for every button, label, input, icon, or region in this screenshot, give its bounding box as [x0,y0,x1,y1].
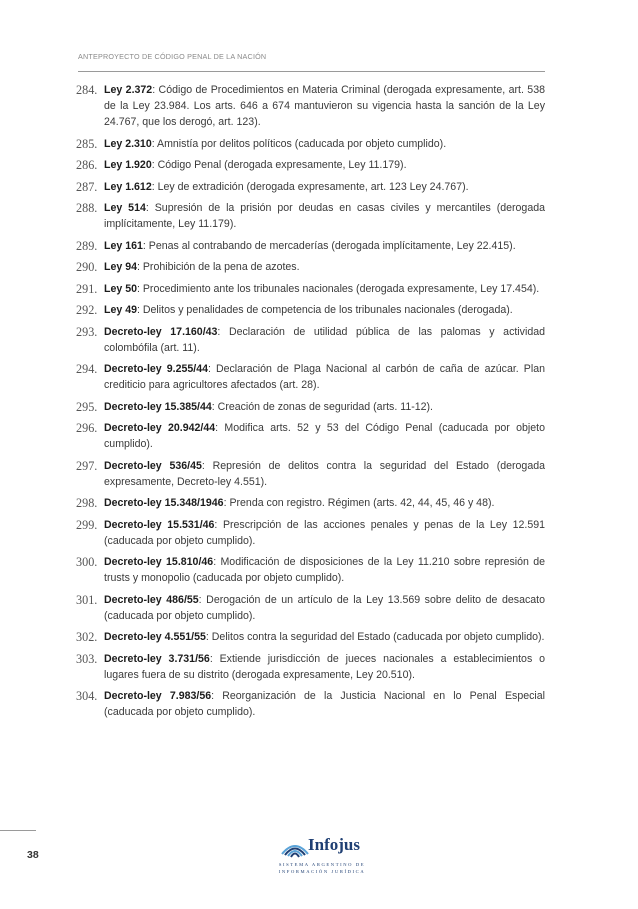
law-description: : Declaración de utilidad pública de las palomas y actividad colombófila (art. 11). [104,325,545,354]
law-title: Decreto-ley 15.810/46 [104,556,214,568]
logo-subtitle-line1: SISTEMA ARGENTINO DE [278,862,366,867]
entry-number: 297. [76,458,98,473]
law-title: Decreto-ley 536/45 [104,459,202,472]
law-description: : Represión de delitos contra la seguridad del Estado (derogada expresamente, Decreto-ley 4.551). [104,459,545,488]
entry-number: 290. [76,260,98,274]
law-entry [60,420,545,452]
entry-number: 291. [76,281,98,296]
entry-number: 302. [76,630,98,644]
law-entry [60,157,545,173]
law-entry [60,592,545,624]
law-description: : Derogación de un artículo de la Ley 13.569 sobre delito de desacato (caducada por objeto cumplido). [104,593,545,622]
law-title: Decreto-ley 4.551/55 [104,631,206,643]
law-entry [60,651,545,683]
entry-number: 296. [76,421,98,435]
law-description: : Delitos y penalidades de competencia de los tribunales nacionales (derogada). [136,304,513,316]
law-title: Decreto-ley 3.731/56 [104,652,210,665]
law-description: : Modificación de disposiciones de la Ley 11.210 sobre represión de trusts y monopolio (caducada por objeto cumplido). [104,556,546,584]
law-description: : Prenda con registro. Régimen (arts. 42, 44, 45, 46 y 48). [223,497,495,509]
law-entry [60,136,545,152]
infojus-wave-logo-icon [280,834,310,858]
entry-number: 304. [76,689,98,703]
law-description: : Declaración de Plaga Nacional al carbón de caña de azúcar. Plan crediticio para agricultores afectados (art. 28). [104,363,545,391]
entry-number: 286. [76,158,98,172]
entry-number: 288. [76,201,98,215]
logo-subtitle-line2: INFORMACIÓN JURÍDICA [278,869,366,874]
law-entry [60,259,545,275]
logo-wordmark: Infojus [308,835,360,854]
running-header: ANTEPROYECTO DE CÓDIGO PENAL DE LA NACIÓN [78,52,267,61]
law-entry [60,361,545,393]
law-title: Decreto-ley 15.385/44 [104,400,212,413]
entry-number: 292. [76,303,98,317]
header-divider [78,71,545,72]
law-title: Decreto-ley 486/55 [104,593,199,606]
entry-number: 300. [76,555,98,569]
law-entry [60,629,545,645]
law-entry [60,688,545,720]
law-description: : Prohibición de la pena de azotes. [136,261,300,273]
law-title: Ley 1.920 [104,159,152,171]
law-title: Ley 161 [104,239,143,252]
law-entry [60,281,545,297]
law-title: Decreto-ley 7.983/56 [104,690,212,702]
entry-number: 287. [76,179,98,194]
law-description: : Modifica arts. 52 y 53 del Código Penal (caducada por objeto cumplido). [104,422,545,450]
entry-number: 303. [76,651,98,666]
law-description: : Reorganización de la Justicia Nacional en lo Penal Especial (caducada por objeto cumplido). [104,690,545,718]
entry-number: 289. [76,238,98,253]
law-description: : Extiende jurisdicción de jueces nacionales a establecimientos o lugares fuera de su distrito (derogada expresamente, Ley 20.510). [104,652,545,681]
law-title: Decreto-ley 17.160/43 [104,325,218,338]
entry-number: 285. [76,136,98,151]
law-description: : Supresión de la prisión por deudas en casas civiles y mercantiles (derogada implícitamente, Ley 11.179). [104,202,545,230]
entry-number: 294. [76,362,98,376]
law-title: Decreto-ley 15.531/46 [104,518,215,531]
law-entry [60,458,545,490]
law-title: Ley 514 [104,202,146,214]
law-entry [60,179,545,195]
law-description: : Delitos contra la seguridad del Estado (caducada por objeto cumplido). [205,631,545,643]
law-entry [60,200,545,232]
law-entry [60,554,545,586]
law-description: : Amnistía por delitos políticos (caducada por objeto cumplido). [151,137,447,150]
law-description: : Procedimiento ante los tribunales nacionales (derogada expresamente, Ley 17.454). [136,282,540,295]
law-entry [60,517,545,549]
law-entry [60,238,545,254]
law-entry [60,82,545,130]
law-description: : Ley de extradición (derogada expresamente, art. 123 Ley 24.767). [151,180,469,193]
infojus-logo [276,834,366,876]
law-title: Decreto-ley 20.942/44 [104,422,216,434]
law-description: : Prescripción de las acciones penales y penas de la Ley 12.591 (caducada por objeto cumplido). [104,518,545,547]
law-entry [60,399,545,415]
entry-number: 284. [76,83,98,97]
law-title: Ley 2.372 [104,84,153,96]
law-entry [60,495,545,511]
law-title: Ley 94 [104,261,137,273]
page-number: 38 [27,849,39,861]
law-title: Decreto-ley 9.255/44 [104,363,208,375]
law-title: Ley 1.612 [104,180,152,193]
footer-divider [0,830,36,831]
law-entry [60,302,545,318]
entry-number: 298. [76,496,98,510]
law-title: Ley 49 [104,304,137,316]
law-title: Ley 50 [104,282,137,295]
law-description: : Código Penal (derogada expresamente, Ley 11.179). [151,159,407,171]
law-title: Ley 2.310 [104,137,152,150]
entry-number: 293. [76,324,98,339]
law-description: : Código de Procedimientos en Materia Criminal (derogada expresamente, art. 538 de la Ley 23.984. Los arts. 646 a 674 mantuvieron su vigencia hasta la sanción de la Ley 24.767, que los derogó, art. 123). [104,84,545,128]
entry-number: 295. [76,399,98,414]
entry-number: 301. [76,592,98,607]
law-title: Decreto-ley 15.348/1946 [104,497,224,509]
law-entry [60,324,545,356]
law-description: : Penas al contrabando de mercaderías (derogada implícitamente, Ley 22.415). [142,239,516,252]
law-list [60,82,545,726]
entry-number: 299. [76,517,98,532]
law-description: : Creación de zonas de seguridad (arts. 11-12). [211,400,433,413]
